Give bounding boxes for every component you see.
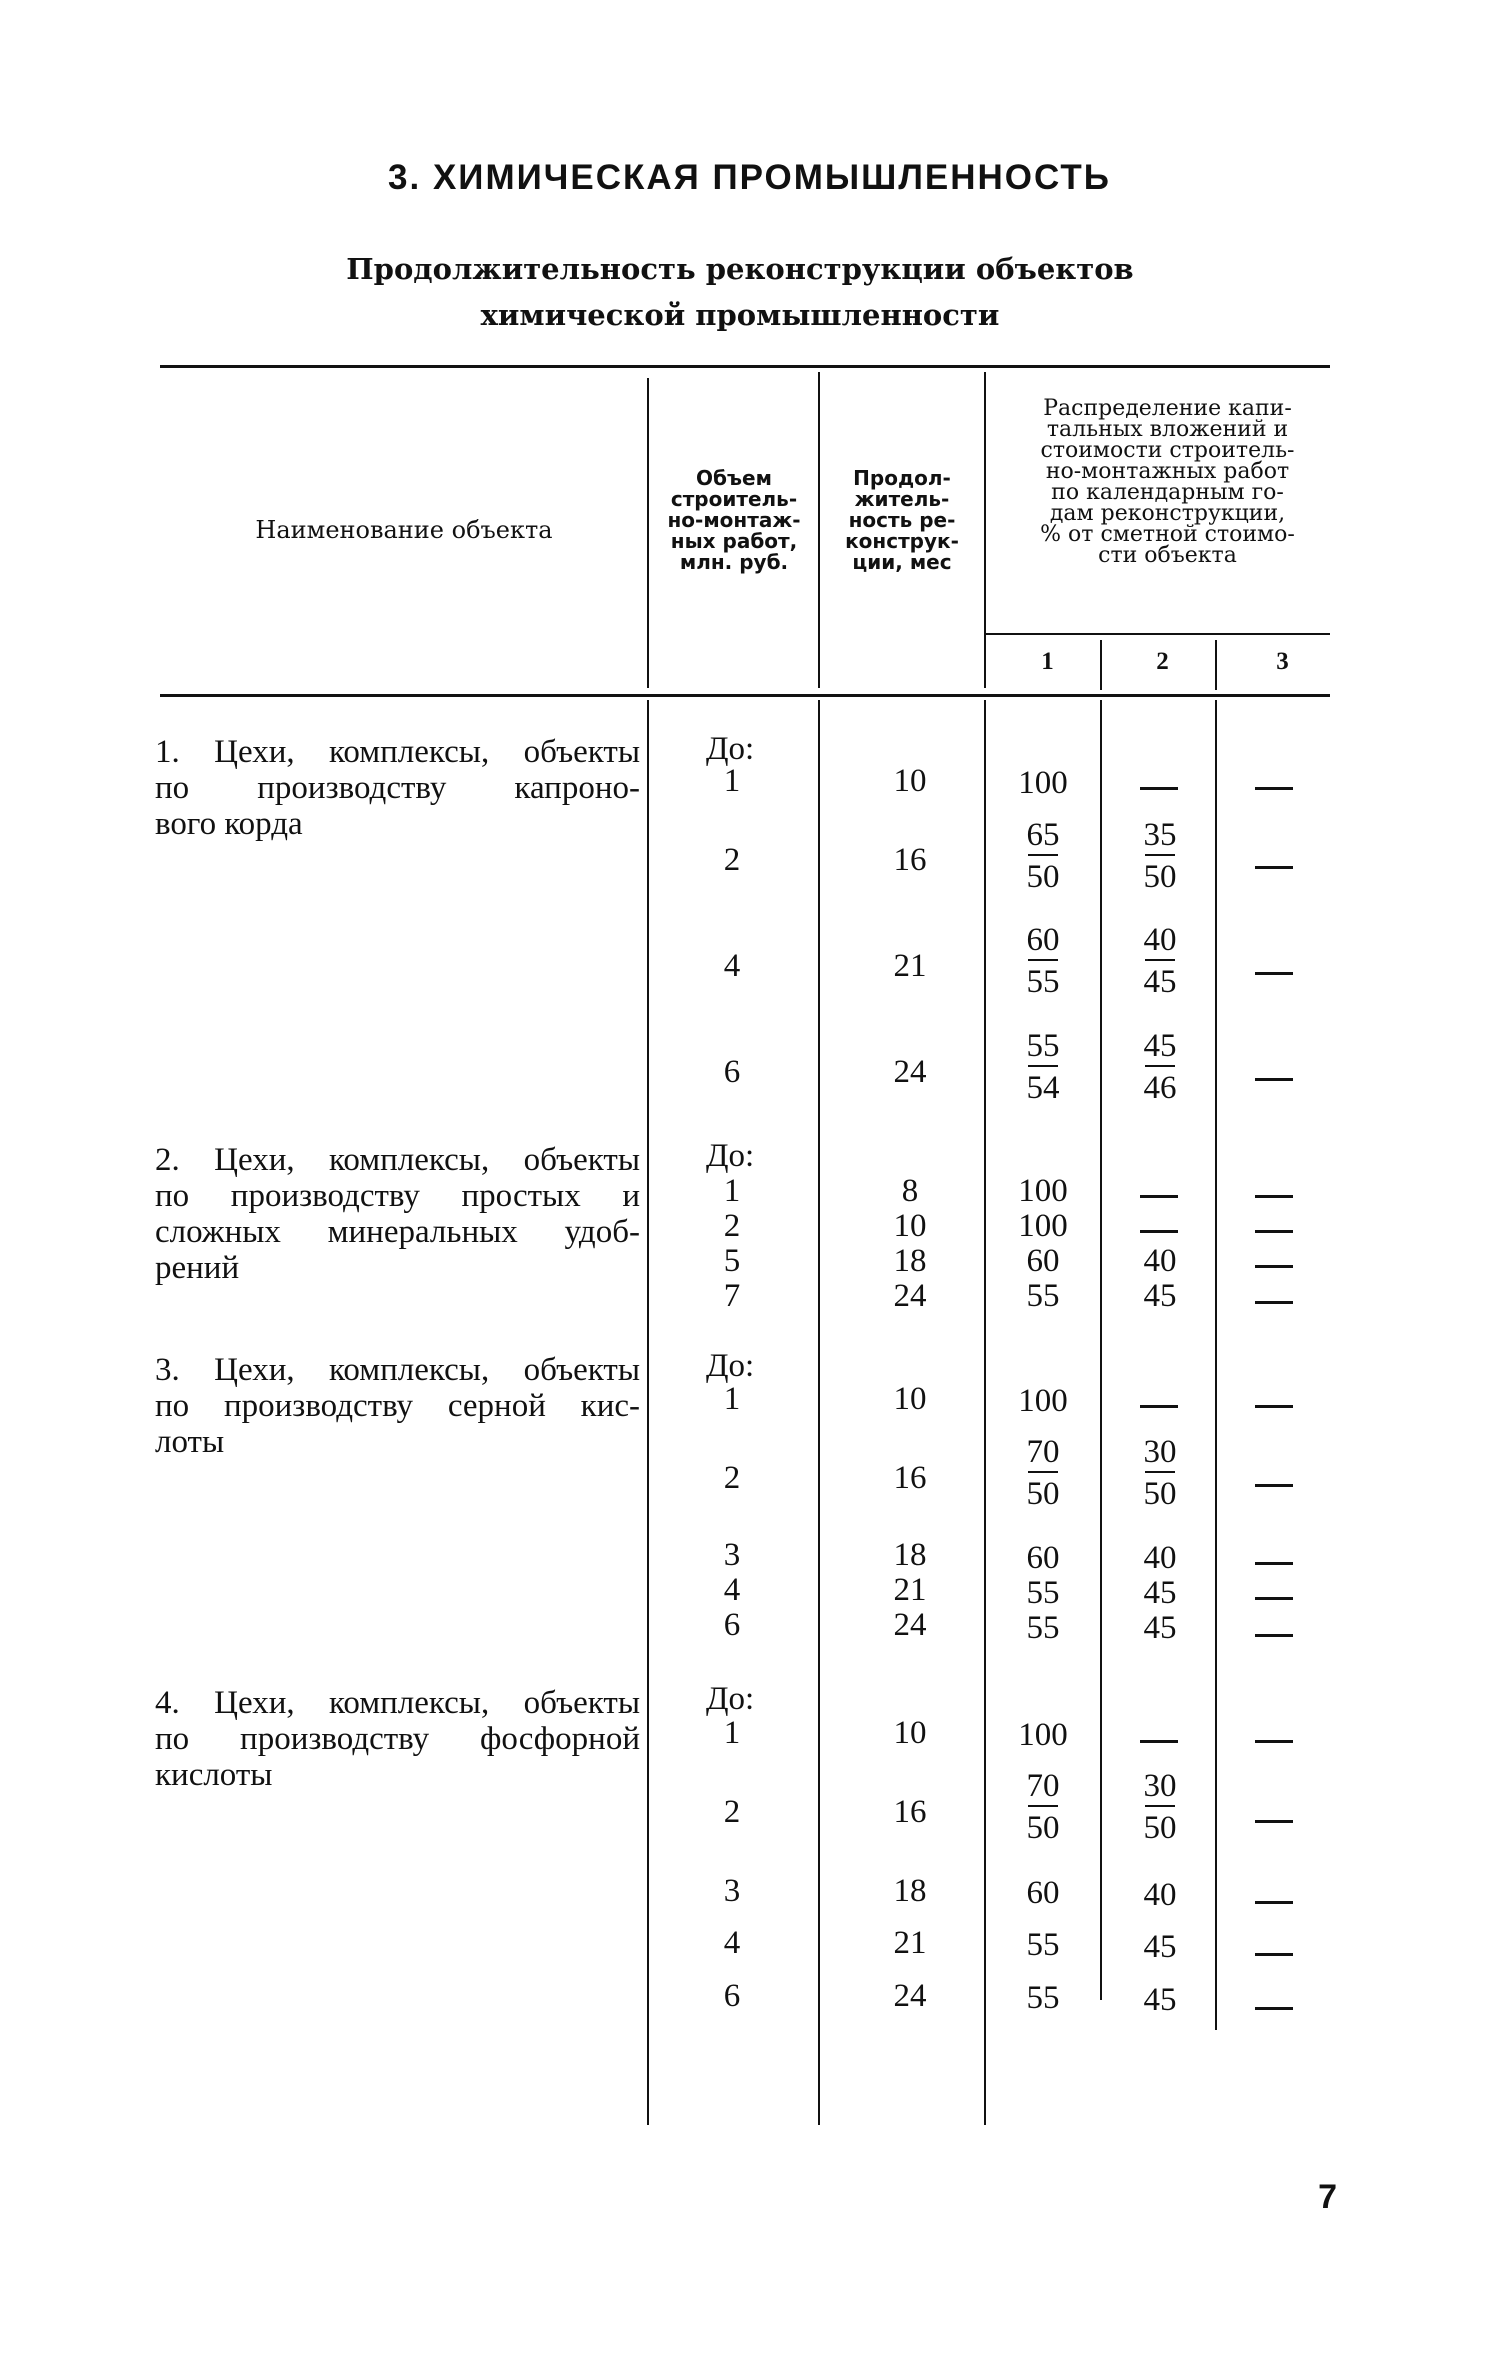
table-title-line-1: Продолжительность реконструкции объектов bbox=[346, 252, 1134, 286]
g4-r2-y1: 70 50 bbox=[1026, 1768, 1060, 1846]
g2-r2-duration: 10 bbox=[893, 1208, 927, 1244]
g2-r2-y3-dash bbox=[1255, 1230, 1293, 1233]
g2-r2-y1: 100 bbox=[1018, 1208, 1068, 1244]
g1-r4-volume: 6 bbox=[723, 1054, 741, 1090]
g4-r3-y2: 40 bbox=[1143, 1877, 1177, 1913]
g4-r4-y3-dash bbox=[1255, 1953, 1293, 1956]
g3-r3-y3-dash bbox=[1255, 1562, 1293, 1565]
g4-r4-y1: 55 bbox=[1026, 1927, 1060, 1963]
g4-r5-y2: 45 bbox=[1143, 1982, 1177, 2018]
g3-r5-y1: 55 bbox=[1026, 1610, 1060, 1646]
g3-r3-volume: 3 bbox=[723, 1537, 741, 1573]
g1-r2-y3-dash bbox=[1255, 866, 1293, 869]
g3-r4-y2: 45 bbox=[1143, 1575, 1177, 1611]
col-divider-4-hdr bbox=[1100, 640, 1102, 690]
header-name: Наименование объекта bbox=[255, 516, 553, 544]
g4-r5-volume: 6 bbox=[723, 1978, 741, 2014]
table-title-line-2: химической промышленности bbox=[480, 298, 1000, 332]
g3-r4-duration: 21 bbox=[893, 1572, 927, 1608]
g2-r4-y1: 55 bbox=[1026, 1278, 1060, 1314]
g4-r5-y3-dash bbox=[1255, 2007, 1293, 2010]
g4-r3-duration: 18 bbox=[893, 1873, 927, 1909]
g1-r1-y3-dash bbox=[1255, 787, 1293, 790]
g4-r2-volume: 2 bbox=[723, 1794, 741, 1830]
g3-r1-y2-dash bbox=[1140, 1405, 1178, 1408]
g3-r4-y1: 55 bbox=[1026, 1575, 1060, 1611]
g3-r3-y2: 40 bbox=[1143, 1540, 1177, 1576]
page-number: 7 bbox=[1318, 2178, 1337, 2216]
years-rule bbox=[985, 633, 1330, 635]
g3-r1-duration: 10 bbox=[893, 1381, 927, 1417]
group-2-do-label: До: bbox=[706, 1138, 755, 1174]
g2-r4-y3-dash bbox=[1255, 1301, 1293, 1304]
col-divider-3 bbox=[984, 700, 986, 2125]
header-year-3: 3 bbox=[1276, 648, 1289, 675]
g3-r5-y3-dash bbox=[1255, 1634, 1293, 1637]
header-distribution: Распределение капи- тальных вложений и стоимости строитель- но-монтажных работ по календарным го- дам реконструкции, % от сметной стоимо- сти объекта bbox=[1040, 396, 1295, 568]
g1-r1-y1: 100 bbox=[1018, 765, 1068, 801]
g3-r5-y2: 45 bbox=[1143, 1610, 1177, 1646]
g4-r2-y2: 30 50 bbox=[1143, 1768, 1177, 1846]
g3-r2-volume: 2 bbox=[723, 1460, 741, 1496]
g3-r4-volume: 4 bbox=[723, 1572, 741, 1608]
g2-r1-y2-dash bbox=[1140, 1195, 1178, 1198]
g3-r2-y3-dash bbox=[1255, 1484, 1293, 1487]
header-duration: Продол- житель- ность ре- конструк- ции, мес bbox=[845, 466, 959, 574]
col-divider-5-hdr bbox=[1215, 640, 1217, 690]
g4-r5-duration: 24 bbox=[893, 1978, 927, 2014]
g4-r4-y2: 45 bbox=[1143, 1929, 1177, 1965]
g4-r2-y3-dash bbox=[1255, 1820, 1293, 1823]
g4-r1-duration: 10 bbox=[893, 1715, 927, 1751]
g2-r3-y1: 60 bbox=[1026, 1243, 1060, 1279]
g2-r2-y2-dash bbox=[1140, 1230, 1178, 1233]
g2-r1-y3-dash bbox=[1255, 1195, 1293, 1198]
col-divider-1 bbox=[647, 700, 649, 2125]
header-bottom-rule bbox=[160, 694, 1330, 697]
col-divider-4 bbox=[1100, 700, 1102, 2000]
table-top-rule bbox=[160, 365, 1330, 368]
g1-r2-y2: 35 50 bbox=[1143, 817, 1177, 895]
g3-r2-y2: 30 50 bbox=[1143, 1434, 1177, 1512]
g2-r1-volume: 1 bbox=[723, 1173, 741, 1209]
g3-r3-y1: 60 bbox=[1026, 1540, 1060, 1576]
g1-r2-y1: 65 50 bbox=[1026, 817, 1060, 895]
g1-r1-volume: 1 bbox=[723, 763, 741, 799]
g4-r1-y2-dash bbox=[1140, 1740, 1178, 1743]
g3-r1-volume: 1 bbox=[723, 1381, 741, 1417]
g2-r3-y3-dash bbox=[1255, 1265, 1293, 1268]
g4-r2-duration: 16 bbox=[893, 1794, 927, 1830]
g3-r2-y1: 70 50 bbox=[1026, 1434, 1060, 1512]
col-divider-5 bbox=[1215, 700, 1217, 2030]
section-title: 3. ХИМИЧЕСКАЯ ПРОМЫШЛЕННОСТЬ bbox=[388, 158, 1111, 197]
group-1-name: 1. Цехи, комплексы, объекты по производству капроно- вого корда bbox=[155, 734, 640, 842]
g4-r3-y3-dash bbox=[1255, 1901, 1293, 1904]
g3-r1-y3-dash bbox=[1255, 1405, 1293, 1408]
g4-r1-y1: 100 bbox=[1018, 1717, 1068, 1753]
g1-r3-duration: 21 bbox=[893, 948, 927, 984]
group-1-do-label: До: bbox=[706, 731, 755, 767]
g3-r4-y3-dash bbox=[1255, 1597, 1293, 1600]
g3-r2-duration: 16 bbox=[893, 1460, 927, 1496]
g2-r2-volume: 2 bbox=[723, 1208, 741, 1244]
header-year-2: 2 bbox=[1156, 648, 1169, 675]
g1-r3-y1: 60 55 bbox=[1026, 922, 1060, 1000]
g1-r2-volume: 2 bbox=[723, 842, 741, 878]
col-divider-3-hdr bbox=[984, 372, 986, 688]
g2-r1-y1: 100 bbox=[1018, 1173, 1068, 1209]
g1-r3-y2: 40 45 bbox=[1143, 922, 1177, 1000]
g2-r4-volume: 7 bbox=[723, 1278, 741, 1314]
group-2-name: 2. Цехи, комплексы, объекты по производству простых и сложных минеральных удоб- рений bbox=[155, 1142, 640, 1286]
g1-r4-y3-dash bbox=[1255, 1078, 1293, 1081]
g1-r4-y1: 55 54 bbox=[1026, 1028, 1060, 1106]
group-3-do-label: До: bbox=[706, 1348, 755, 1384]
g4-r3-volume: 3 bbox=[723, 1873, 741, 1909]
g2-r4-y2: 45 bbox=[1143, 1278, 1177, 1314]
g1-r2-duration: 16 bbox=[893, 842, 927, 878]
g2-r3-volume: 5 bbox=[723, 1243, 741, 1279]
g4-r3-y1: 60 bbox=[1026, 1875, 1060, 1911]
g1-r1-y2-dash bbox=[1140, 787, 1178, 790]
g1-r3-volume: 4 bbox=[723, 948, 741, 984]
g3-r3-duration: 18 bbox=[893, 1537, 927, 1573]
g1-r4-y2: 45 46 bbox=[1143, 1028, 1177, 1106]
g3-r5-duration: 24 bbox=[893, 1607, 927, 1643]
g4-r5-y1: 55 bbox=[1026, 1980, 1060, 2016]
g1-r1-duration: 10 bbox=[893, 763, 927, 799]
g1-r3-y3-dash bbox=[1255, 972, 1293, 975]
g4-r4-duration: 21 bbox=[893, 1925, 927, 1961]
col-divider-2 bbox=[818, 700, 820, 2125]
g2-r3-y2: 40 bbox=[1143, 1243, 1177, 1279]
g4-r1-y3-dash bbox=[1255, 1740, 1293, 1743]
group-3-name: 3. Цехи, комплексы, объекты по производству серной кис- лоты bbox=[155, 1352, 640, 1460]
g3-r5-volume: 6 bbox=[723, 1607, 741, 1643]
header-year-1: 1 bbox=[1041, 648, 1054, 675]
g2-r1-duration: 8 bbox=[901, 1173, 919, 1209]
header-volume: Объем строитель- но-монтаж- ных работ, млн. руб. bbox=[667, 466, 801, 574]
g2-r3-duration: 18 bbox=[893, 1243, 927, 1279]
group-4-do-label: До: bbox=[706, 1681, 755, 1717]
g4-r1-volume: 1 bbox=[723, 1715, 741, 1751]
g4-r4-volume: 4 bbox=[723, 1925, 741, 1961]
g2-r4-duration: 24 bbox=[893, 1278, 927, 1314]
g3-r1-y1: 100 bbox=[1018, 1383, 1068, 1419]
group-4-name: 4. Цехи, комплексы, объекты по производству фосфорной кислоты bbox=[155, 1685, 640, 1793]
g1-r4-duration: 24 bbox=[893, 1054, 927, 1090]
